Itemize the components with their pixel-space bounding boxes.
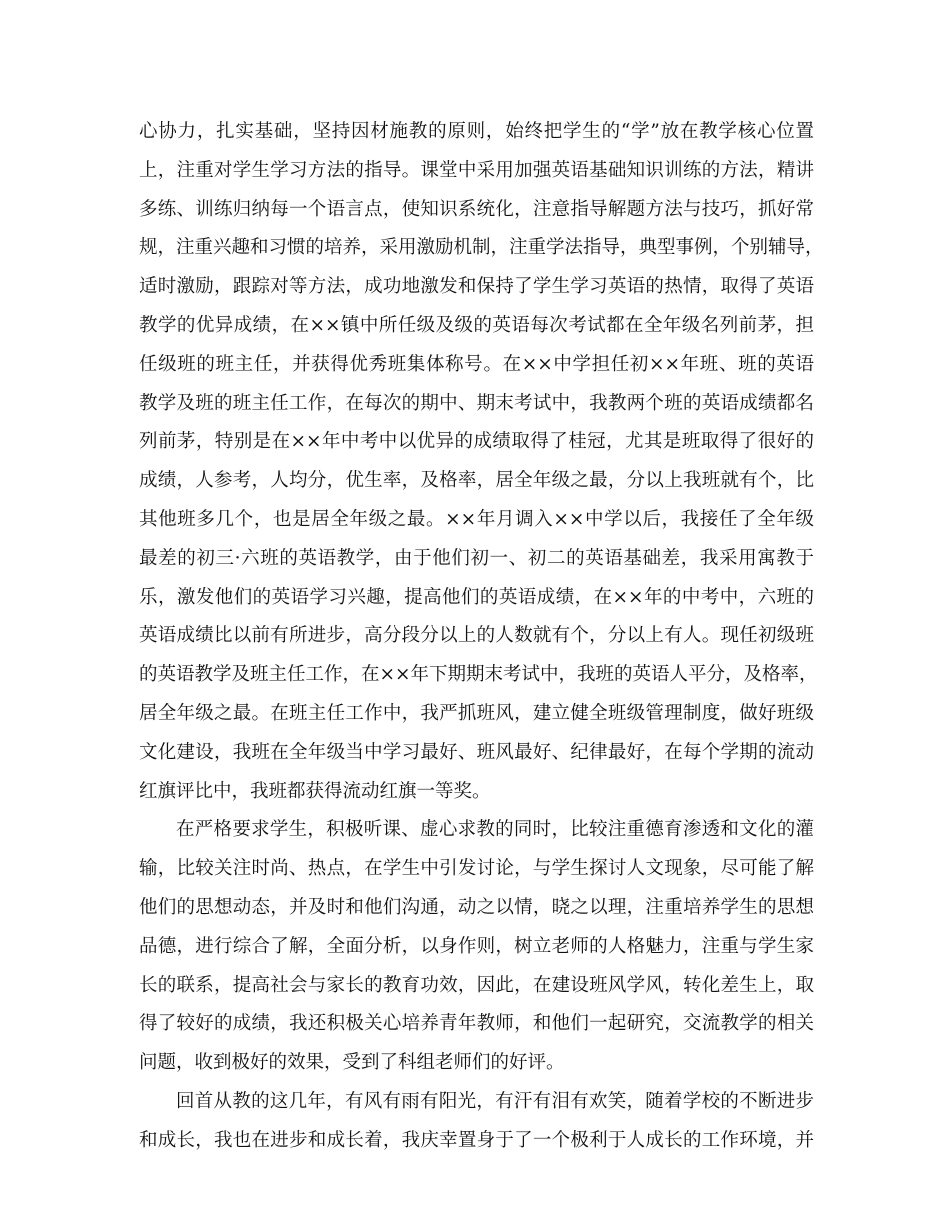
text-line: 教学的优异成绩，在××镇中所任级及级的英语每次考试都在全年级名列前茅，担: [139, 314, 814, 336]
text-line: 适时激励，跟踪对等方法，成功地激发和保持了学生学习英语的热情，取得了英语: [139, 276, 814, 298]
text-line: 输，比较关注时尚、热点，在学生中引发讨论，与学生探讨人文现象，尽可能了解: [139, 858, 814, 880]
text-line: 得了较好的成绩，我还积极关心培养青年教师，和他们一起研究，交流教学的相关: [139, 1013, 814, 1035]
text-line: 任级班的班主任，并获得优秀班集体称号。在××中学担任初××年班、班的英语: [139, 353, 814, 375]
text-line: 最差的初三·六班的英语教学，由于他们初一、初二的英语基础差，我采用寓教于: [139, 547, 814, 569]
text-line: 规，注重兴趣和习惯的培养，采用激励机制，注重学法指导，典型事例，个别辅导，: [139, 237, 824, 259]
text-line: 成绩，人参考，人均分，优生率，及格率，居全年级之最，分以上我班就有个，比: [139, 470, 814, 492]
text-line: 红旗评比中，我班都获得流动红旗一等奖。: [139, 780, 491, 802]
text-line: 长的联系，提高社会与家长的教育功效，因此，在建设班风学风，转化差生上，取: [139, 974, 814, 996]
text-line: 他们的思想动态，并及时和他们沟通，动之以情，晓之以理，注重培养学生的思想: [139, 896, 814, 918]
text-line: 在严格要求学生，积极听课、虚心求教的同时，比较注重德育渗透和文化的灌: [176, 819, 814, 841]
text-line: 问题，收到极好的效果，受到了科组老师们的好评。: [139, 1052, 565, 1074]
text-line: 多练、训练归纳每一个语言点，使知识系统化，注意指导解题方法与技巧，抓好常: [139, 198, 814, 220]
text-line: 上，注重对学生学习方法的指导。课堂中采用加强英语基础知识训练的方法，精讲: [139, 159, 814, 181]
paragraph-1: [139, 113, 824, 811]
text-line: 文化建设，我班在全年级当中学习最好、班风最好、纪律最好，在每个学期的流动: [139, 741, 814, 763]
text-line: 教学及班的班主任工作，在每次的期中、期末考试中，我教两个班的英语成绩都名: [139, 392, 814, 414]
text-line: 的英语教学及班主任工作，在××年下期期末考试中，我班的英语人平分，及格率，: [139, 664, 818, 686]
text-line: 英语成绩比以前有所进步，高分段分以上的人数就有个，分以上有人。现任初级班: [139, 625, 814, 647]
text-line: 品德，进行综合了解，全面分析，以身作则，树立老师的人格魅力，注重与学生家: [139, 935, 814, 957]
paragraph-3: [139, 1083, 814, 1161]
text-line: 列前茅，特别是在××年中考中以优异的成绩取得了桂冠，尤其是班取得了很好的: [139, 431, 814, 453]
text-line: 和成长，我也在进步和成长着，我庆幸置身于了一个极利于人成长的工作环境，并: [139, 1129, 814, 1151]
paragraph-2: [139, 811, 814, 1083]
text-line: 心协力，扎实基础，坚持因材施教的原则，始终把学生的“学”放在教学核心位置: [139, 121, 814, 142]
text-line: 其他班多几个，也是居全年级之最。××年月调入××中学以后，我接任了全年级: [139, 508, 814, 530]
text-line: 回首从教的这几年，有风有雨有阳光，有汗有泪有欢笑，随着学校的不断进步: [176, 1090, 814, 1112]
text-line: 乐，激发他们的英语学习兴趣，提高他们的英语成绩，在××年的中考中，六班的: [139, 586, 814, 608]
text-line: 居全年级之最。在班主任工作中，我严抓班风，建立健全班级管理制度，做好班级: [139, 702, 814, 724]
document-body: [139, 113, 824, 1161]
